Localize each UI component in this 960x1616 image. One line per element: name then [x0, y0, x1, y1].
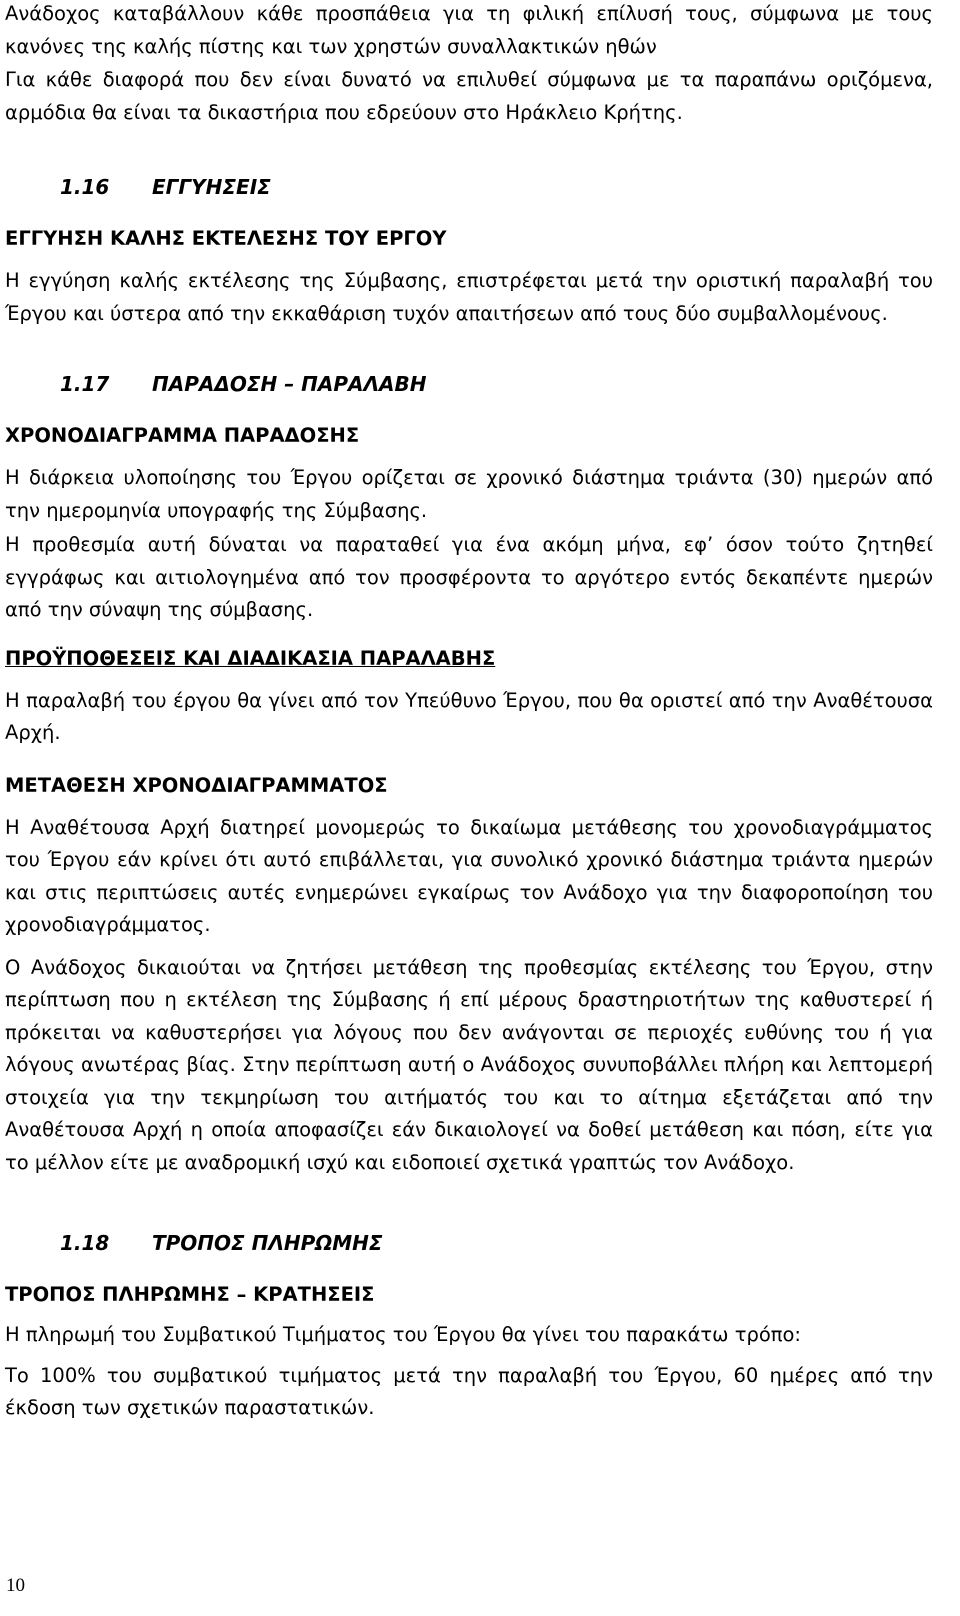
contractor-request-paragraph: Ο Ανάδοχος δικαιούται να ζητήσει μετάθεση της προθεσμίας εκτέλεσης του Έργου, στην περίπτωση που η εκτέλεση της Σύμβασης ή επί μέρους δραστηριοτήτων της καθυστερεί ή πρόκειται να καθυστερήσει για λόγους που δεν ανάγονται σε περιοχές ευθύνης του ή για λόγους ανωτέρας βίας. Στην περίπτωση αυτή ο Ανάδοχος συνυποβάλλει πλήρη και λεπτομερή στοιχεία για την τεκμηρίωση του αιτήματός του και το αίτημα εξετάζεται από την Αναθέτουσα Αρχή η οποία αποφασίζει εάν δικαιολογεί να δοθεί μετάθεση και πόση, είτε για το μέλλον είτε με αναδρομική ισχύ και ειδοποιεί σχετικά γραπτώς τον Ανάδοχο.: [5, 955, 933, 1174]
delivery-duration-paragraph: Η διάρκεια υλοποίησης του Έργου ορίζεται σε χρονικό διάστημα τριάντα (30) ημερών από την ημερομηνία υπογραφής της Σύμβασης.: [5, 466, 933, 522]
section-1-17-heading: [5, 368, 933, 400]
section-title: ΕΓΓΥΗΣΕΙΣ: [152, 175, 271, 199]
payment-terms-paragraph: Το 100% του συμβατικού τιμήματος μετά την παραλαβή του Έργου, 60 ημέρες από την έκδοση των σχετικών παραστατικών.: [5, 1363, 933, 1419]
document-page: [5, 0, 933, 1425]
section-1-18-heading: [5, 1227, 933, 1259]
payment-subheading: ΤΡΟΠΟΣ ΠΛΗΡΩΜΗΣ – ΚΡΑΤΗΣΕΙΣ: [5, 1283, 375, 1306]
schedule-shift-subheading: ΜΕΤΑΘΕΣΗ ΧΡΟΝΟΔΙΑΓΡΑΜΜΑΤΟΣ: [5, 773, 388, 797]
section-1-16-heading: [5, 171, 933, 203]
section-title: ΤΡΟΠΟΣ ΠΛΗΡΩΜΗΣ: [152, 1231, 383, 1255]
intro-paragraph-1: Ανάδοχος καταβάλλουν κάθε προσπάθεια για τη φιλική επίλυσή τους, σύμφωνα με τους κανόνες της καλής πίστης και των χρηστών συναλλακτικών ηθών: [5, 2, 933, 58]
acceptance-procedure-subheading: ΠΡΟΫΠΟΘΕΣΕΙΣ ΚΑΙ ΔΙΑΔΙΚΑΣΙΑ ΠΑΡΑΛΑΒΗΣ: [5, 646, 496, 670]
payment-intro-paragraph: Η πληρωμή του Συμβατικού Τιμήματος του Έργου θα γίνει του παρακάτω τρόπο:: [5, 1323, 801, 1346]
section-number: 1.16: [60, 175, 110, 199]
intro-paragraph-2: Για κάθε διαφορά που δεν είναι δυνατό να επιλυθεί σύμφωνα με τα παραπάνω οριζόμενα, αρμόδια θα είναι τα δικαστήρια που εδρεύουν στο Ηράκλειο Κρήτης.: [5, 68, 933, 124]
schedule-shift-paragraph: Η Αναθέτουσα Αρχή διατηρεί μονομερώς το δικαίωμα μετάθεσης του χρονοδιαγράμματος του Έργου εάν κρίνει ότι αυτό επιβάλλεται, για συνολικό χρονικό διάστημα τριάντα ημερών και στις περιπτώσεις αυτές ενημερώνει εγκαίρως τον Ανάδοχο για την διαφοροποίηση του χρονοδιαγράμματος.: [5, 815, 933, 936]
guarantee-paragraph: Η εγγύηση καλής εκτέλεσης της Σύμβασης, επιστρέφεται μετά την οριστική παραλαβή του Έργου και ύστερα από την εκκαθάριση τυχόν απαιτήσεων από τους δύο συμβαλλομένους.: [5, 269, 933, 325]
guarantee-subheading: ΕΓΓΥΗΣΗ ΚΑΛΗΣ ΕΚΤΕΛΕΣΗΣ ΤΟΥ ΕΡΓΟΥ: [5, 227, 447, 250]
extension-paragraph: Η προθεσμία αυτή δύναται να παραταθεί για ένα ακόμη μήνα, εφ’ όσον τούτο ζητηθεί εγγράφως και αιτιολογημένα από τον προσφέροντα το αργότερο εντός δεκαπέντε ημερών από την σύναψη της σύμβασης.: [5, 533, 933, 621]
section-number: 1.17: [60, 372, 110, 396]
section-number: 1.18: [60, 1231, 110, 1255]
section-title: ΠΑΡΑΔΟΣΗ – ΠΑΡΑΛΑΒΗ: [152, 372, 427, 396]
acceptance-paragraph: Η παραλαβή του έργου θα γίνει από τον Υπεύθυνο Έργου, που θα οριστεί από την Αναθέτουσα Αρχή.: [5, 688, 933, 744]
delivery-schedule-subheading: ΧΡΟΝΟΔΙΑΓΡΑΜΜΑ ΠΑΡΑΔΟΣΗΣ: [5, 424, 360, 447]
page-number: 10: [6, 1575, 25, 1596]
